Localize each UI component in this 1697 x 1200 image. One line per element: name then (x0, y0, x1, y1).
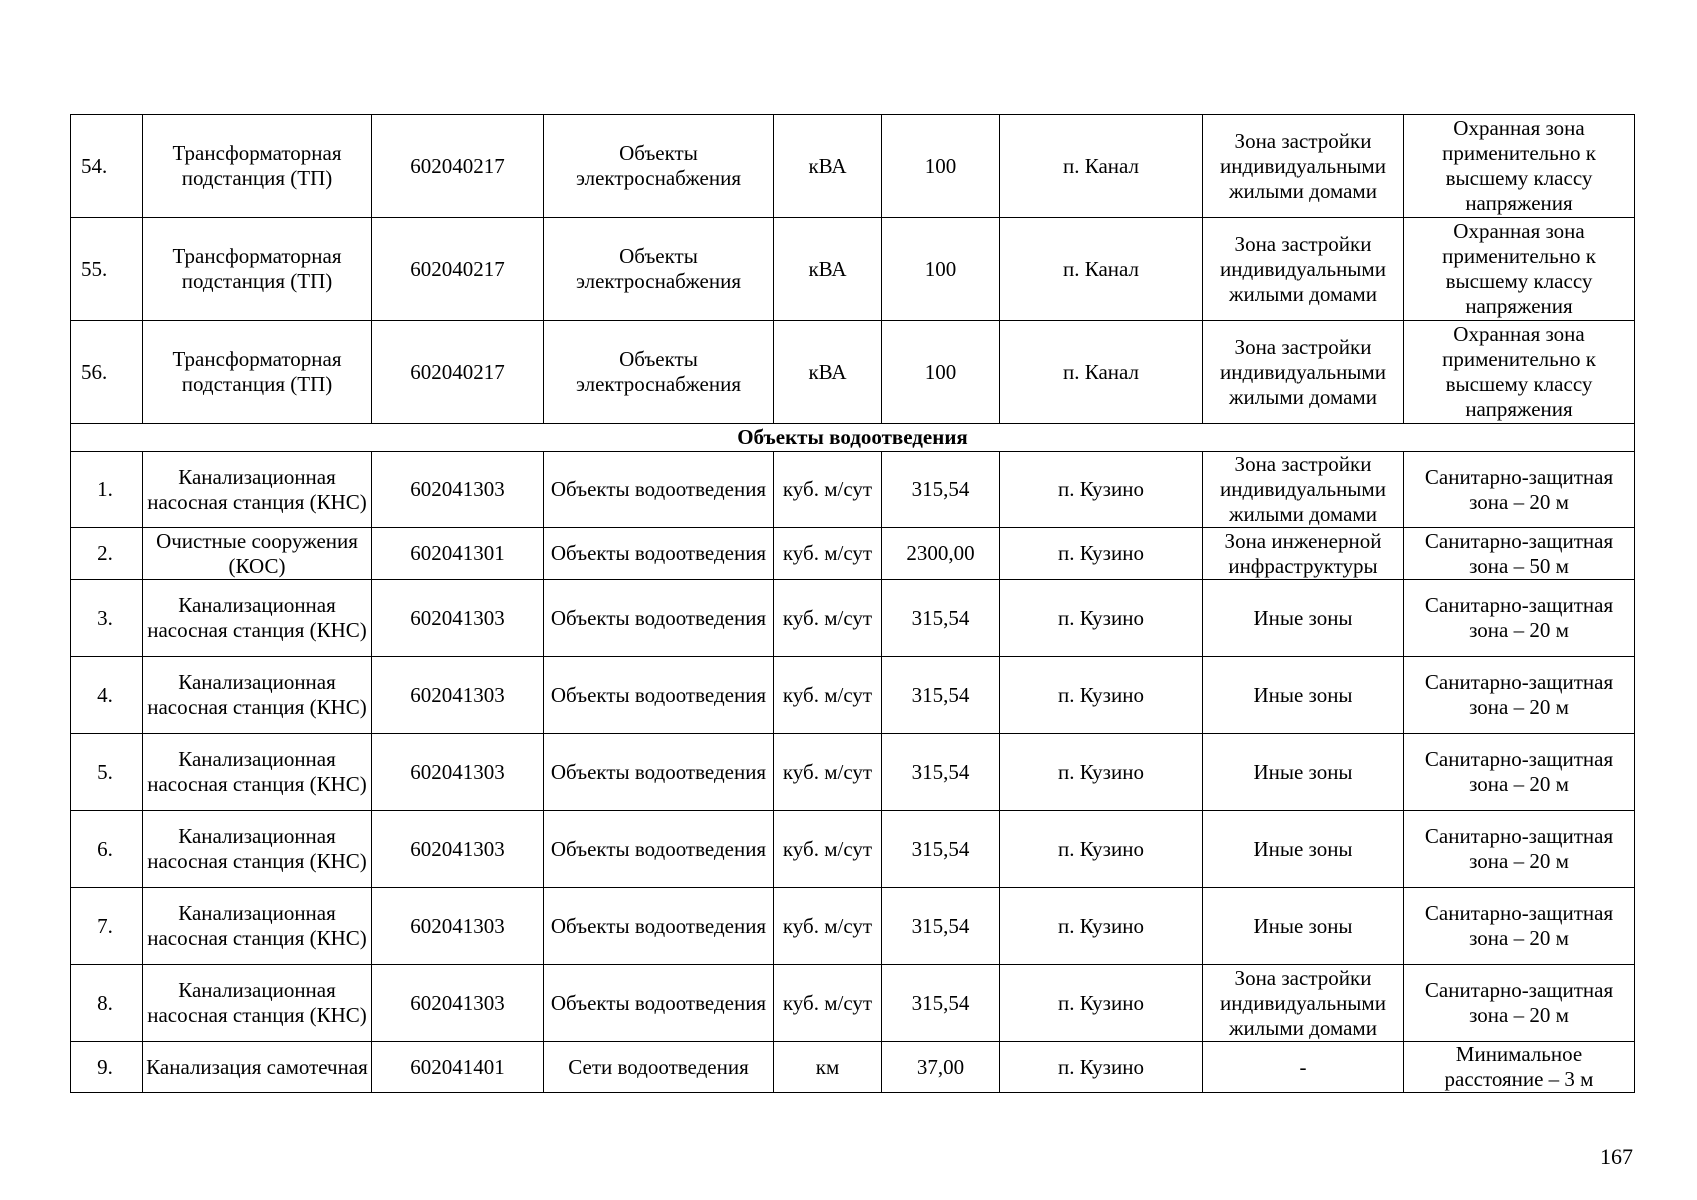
zone-cell: - (1203, 1042, 1404, 1093)
object-code-cell: 602041401 (372, 1042, 544, 1093)
table-row (71, 1042, 1635, 1093)
table-row (71, 965, 1635, 1042)
location-cell: п. Канал (1000, 321, 1203, 424)
object-code-cell: 602041303 (372, 965, 544, 1042)
unit-cell: куб. м/сут (774, 528, 882, 580)
object-category-cell: Объекты электроснабжения (544, 218, 774, 321)
object-category-cell: Объекты водоотведения (544, 811, 774, 888)
object-name-cell: Трансформаторная подстанция (ТП) (143, 115, 372, 218)
object-name-cell: Трансформаторная подстанция (ТП) (143, 218, 372, 321)
object-category-cell: Объекты водоотведения (544, 528, 774, 580)
unit-cell: куб. м/сут (774, 965, 882, 1042)
capacity-value-cell: 37,00 (882, 1042, 1000, 1093)
location-cell: п. Кузино (1000, 580, 1203, 657)
capacity-value-cell: 315,54 (882, 580, 1000, 657)
row-number-cell: 2. (71, 528, 143, 580)
zone-cell: Иные зоны (1203, 580, 1404, 657)
capacity-value-cell: 100 (882, 115, 1000, 218)
object-code-cell: 602041303 (372, 452, 544, 528)
unit-cell: куб. м/сут (774, 657, 882, 734)
table-row (71, 321, 1635, 424)
object-code-cell: 602041303 (372, 888, 544, 965)
restriction-zone-cell: Охранная зона применительно к высшему классу напряжения (1404, 321, 1635, 424)
restriction-zone-cell: Санитарно-защитная зона – 20 м (1404, 734, 1635, 811)
row-number-cell: 1. (71, 452, 143, 528)
object-code-cell: 602041303 (372, 734, 544, 811)
object-code-cell: 602041303 (372, 657, 544, 734)
restriction-zone-cell: Охранная зона применительно к высшему классу напряжения (1404, 218, 1635, 321)
location-cell: п. Кузино (1000, 888, 1203, 965)
table-row (71, 115, 1635, 218)
location-cell: п. Кузино (1000, 528, 1203, 580)
zone-cell: Иные зоны (1203, 734, 1404, 811)
location-cell: п. Канал (1000, 218, 1203, 321)
restriction-zone-cell: Санитарно-защитная зона – 20 м (1404, 657, 1635, 734)
restriction-zone-cell: Санитарно-защитная зона – 20 м (1404, 452, 1635, 528)
unit-cell: куб. м/сут (774, 734, 882, 811)
object-category-cell: Объекты водоотведения (544, 580, 774, 657)
object-category-cell: Объекты водоотведения (544, 452, 774, 528)
zone-cell: Зона застройки индивидуальными жилыми домами (1203, 218, 1404, 321)
unit-cell: кВА (774, 115, 882, 218)
object-code-cell: 602040217 (372, 115, 544, 218)
section-row (71, 424, 1635, 452)
capacity-value-cell: 315,54 (882, 452, 1000, 528)
capacity-value-cell: 100 (882, 321, 1000, 424)
row-number-cell: 56. (71, 321, 143, 424)
zone-cell: Зона застройки индивидуальными жилыми домами (1203, 965, 1404, 1042)
restriction-zone-cell: Охранная зона применительно к высшему классу напряжения (1404, 115, 1635, 218)
object-name-cell: Канализационная насосная станция (КНС) (143, 580, 372, 657)
table-row (71, 888, 1635, 965)
object-name-cell: Канализационная насосная станция (КНС) (143, 452, 372, 528)
object-code-cell: 602041303 (372, 580, 544, 657)
object-code-cell: 602040217 (372, 321, 544, 424)
row-number-cell: 55. (71, 218, 143, 321)
row-number-cell: 6. (71, 811, 143, 888)
capacity-value-cell: 315,54 (882, 811, 1000, 888)
object-name-cell: Очистные сооружения (КОС) (143, 528, 372, 580)
location-cell: п. Канал (1000, 115, 1203, 218)
restriction-zone-cell: Минимальное расстояние – 3 м (1404, 1042, 1635, 1093)
object-name-cell: Канализационная насосная станция (КНС) (143, 811, 372, 888)
object-name-cell: Канализация самотечная (143, 1042, 372, 1093)
location-cell: п. Кузино (1000, 965, 1203, 1042)
unit-cell: куб. м/сут (774, 888, 882, 965)
table-row (71, 218, 1635, 321)
row-number-cell: 9. (71, 1042, 143, 1093)
unit-cell: куб. м/сут (774, 811, 882, 888)
zone-cell: Зона застройки индивидуальными жилыми домами (1203, 452, 1404, 528)
zone-cell: Зона застройки индивидуальными жилыми домами (1203, 321, 1404, 424)
zone-cell: Зона застройки индивидуальными жилыми домами (1203, 115, 1404, 218)
row-number-cell: 4. (71, 657, 143, 734)
restriction-zone-cell: Санитарно-защитная зона – 20 м (1404, 888, 1635, 965)
unit-cell: кВА (774, 218, 882, 321)
capacity-value-cell: 315,54 (882, 965, 1000, 1042)
page-number: 167 (1600, 1144, 1633, 1169)
object-name-cell: Канализационная насосная станция (КНС) (143, 657, 372, 734)
object-name-cell: Трансформаторная подстанция (ТП) (143, 321, 372, 424)
table-row (71, 580, 1635, 657)
unit-cell: км (774, 1042, 882, 1093)
location-cell: п. Кузино (1000, 452, 1203, 528)
table-row (71, 734, 1635, 811)
unit-cell: куб. м/сут (774, 452, 882, 528)
object-category-cell: Объекты электроснабжения (544, 321, 774, 424)
object-category-cell: Объекты водоотведения (544, 888, 774, 965)
zone-cell: Зона инженерной инфраструктуры (1203, 528, 1404, 580)
row-number-cell: 5. (71, 734, 143, 811)
capacity-value-cell: 100 (882, 218, 1000, 321)
object-name-cell: Канализационная насосная станция (КНС) (143, 965, 372, 1042)
location-cell: п. Кузино (1000, 734, 1203, 811)
table-row (71, 657, 1635, 734)
object-code-cell: 602041301 (372, 528, 544, 580)
restriction-zone-cell: Санитарно-защитная зона – 20 м (1404, 965, 1635, 1042)
capacity-value-cell: 315,54 (882, 657, 1000, 734)
restriction-zone-cell: Санитарно-защитная зона – 50 м (1404, 528, 1635, 580)
table-row (71, 811, 1635, 888)
row-number-cell: 54. (71, 115, 143, 218)
unit-cell: куб. м/сут (774, 580, 882, 657)
objects-table (70, 114, 1635, 1093)
object-category-cell: Сети водоотведения (544, 1042, 774, 1093)
unit-cell: кВА (774, 321, 882, 424)
restriction-zone-cell: Санитарно-защитная зона – 20 м (1404, 580, 1635, 657)
section-title: Объекты водоотведения (71, 424, 1635, 452)
object-category-cell: Объекты водоотведения (544, 965, 774, 1042)
zone-cell: Иные зоны (1203, 888, 1404, 965)
object-code-cell: 602041303 (372, 811, 544, 888)
object-code-cell: 602040217 (372, 218, 544, 321)
object-category-cell: Объекты водоотведения (544, 657, 774, 734)
row-number-cell: 8. (71, 965, 143, 1042)
row-number-cell: 7. (71, 888, 143, 965)
object-name-cell: Канализационная насосная станция (КНС) (143, 888, 372, 965)
restriction-zone-cell: Санитарно-защитная зона – 20 м (1404, 811, 1635, 888)
location-cell: п. Кузино (1000, 1042, 1203, 1093)
capacity-value-cell: 315,54 (882, 734, 1000, 811)
location-cell: п. Кузино (1000, 657, 1203, 734)
zone-cell: Иные зоны (1203, 657, 1404, 734)
zone-cell: Иные зоны (1203, 811, 1404, 888)
capacity-value-cell: 315,54 (882, 888, 1000, 965)
table-row (71, 528, 1635, 580)
location-cell: п. Кузино (1000, 811, 1203, 888)
row-number-cell: 3. (71, 580, 143, 657)
object-category-cell: Объекты водоотведения (544, 734, 774, 811)
capacity-value-cell: 2300,00 (882, 528, 1000, 580)
table-row (71, 452, 1635, 528)
object-category-cell: Объекты электроснабжения (544, 115, 774, 218)
object-name-cell: Канализационная насосная станция (КНС) (143, 734, 372, 811)
